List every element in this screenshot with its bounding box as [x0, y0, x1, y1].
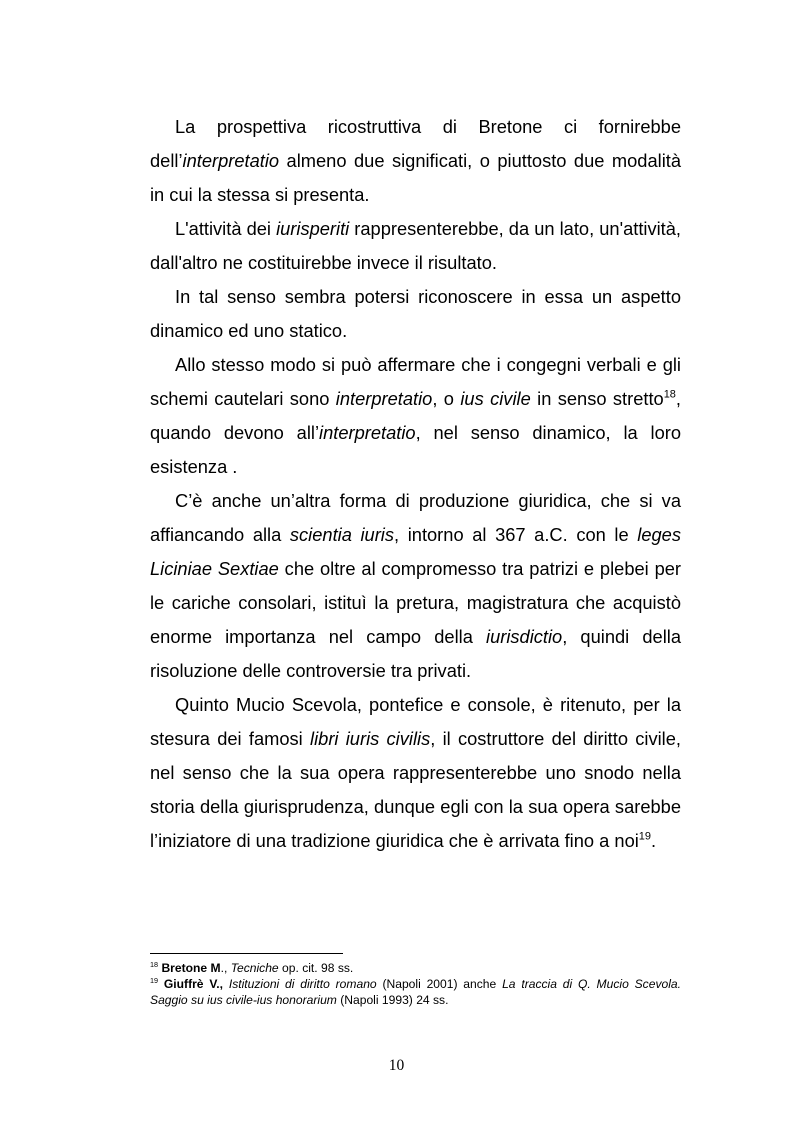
text-run: L'attività dei — [175, 218, 277, 239]
footnote-ref: 19 — [638, 830, 651, 843]
text-run: , intorno al 367 a.C. con le — [394, 524, 638, 545]
text-run: rappresenterebbe, da un lato, un'attività, dall'altro ne costituirebbe invece il risultato. — [150, 218, 681, 273]
page-number: 10 — [388, 1057, 405, 1074]
text-run: . — [651, 830, 657, 851]
footnote-ref: 18 — [150, 959, 159, 969]
text-run: che oltre al compromesso tra patrizi e plebei per le cariche consolari, istituì la pretura, magistratura che acquistò enorme importanza nel campo della — [150, 558, 681, 647]
text-run: (Napoli 2001) anche — [376, 977, 503, 991]
text-run: scientia iuris — [289, 524, 395, 545]
text-run: La traccia di Q. Mucio Scevola. Saggio su ius civile-ius honorarium — [150, 977, 681, 1007]
footnote-18 — [150, 960, 681, 976]
text-run: , il costruttore del diritto civile, nel senso che la sua opera rappresenterebbe uno snodo nella storia della giurisprudenza, dunque egli con la sua opera sarebbe l’iniziatore di una tradizione giuridica che è arrivata fino a noi — [150, 728, 681, 851]
text-run: ., — [220, 961, 231, 975]
text-run: Istituzioni di diritto romano — [228, 977, 377, 991]
text-run: iurisdictio — [486, 626, 563, 647]
text-run: almeno due significati, o piuttosto due modalità in cui la stessa si presenta. — [150, 150, 681, 205]
paragraph — [150, 280, 681, 348]
text-run: In tal senso sembra potersi riconoscere in essa un aspetto dinamico ed uno statico. — [150, 286, 681, 341]
text-run: Tecniche — [230, 961, 279, 975]
text-run: interpretatio — [319, 422, 416, 443]
text-run: libri iuris civilis — [310, 728, 431, 749]
text-run: (Napoli 1993) 24 ss. — [336, 993, 449, 1007]
text-run: Allo stesso modo si può affermare che i congegni verbali e gli schemi cautelari sono — [150, 354, 681, 409]
footnote-19 — [150, 976, 681, 1008]
text-run: C’è anche un’altra forma di produzione giuridica, che si va affiancando alla — [150, 490, 681, 545]
text-run: in senso stretto — [530, 388, 664, 409]
paragraph — [150, 348, 681, 484]
text-run: iurisperiti — [276, 218, 350, 239]
text-run: , nel senso dinamico, la loro esistenza . — [150, 422, 682, 477]
text-run: , quindi della risoluzione delle controversie tra privati. — [150, 626, 681, 681]
text-run: Quinto Mucio Scevola, pontefice e console, è ritenuto, per la stesura dei famosi — [150, 694, 681, 749]
text-run: interpretatio — [182, 150, 280, 171]
text-run: interpretatio — [335, 388, 433, 409]
text-run: leges Liciniae Sextiae — [150, 524, 681, 579]
paragraph — [150, 212, 681, 280]
footnote-ref: 18 — [663, 388, 676, 401]
text-run: La prospettiva ricostruttiva di Bretone ci fornirebbe dell’ — [150, 116, 681, 171]
paragraph — [150, 110, 681, 212]
body-text — [150, 110, 681, 858]
text-run: Giuffrè V., — [163, 977, 224, 991]
text-run: , quando devono all’ — [150, 388, 681, 443]
text-run: ius civile — [460, 388, 531, 409]
text-run: op. cit. 98 ss. — [278, 961, 354, 975]
text-run: , o — [432, 388, 461, 409]
footnote-ref: 19 — [150, 975, 159, 985]
footnotes — [150, 960, 681, 1008]
paragraph — [150, 484, 681, 688]
paragraph — [150, 688, 681, 858]
text-run: Bretone M — [161, 961, 221, 975]
footnote-separator — [150, 953, 343, 954]
